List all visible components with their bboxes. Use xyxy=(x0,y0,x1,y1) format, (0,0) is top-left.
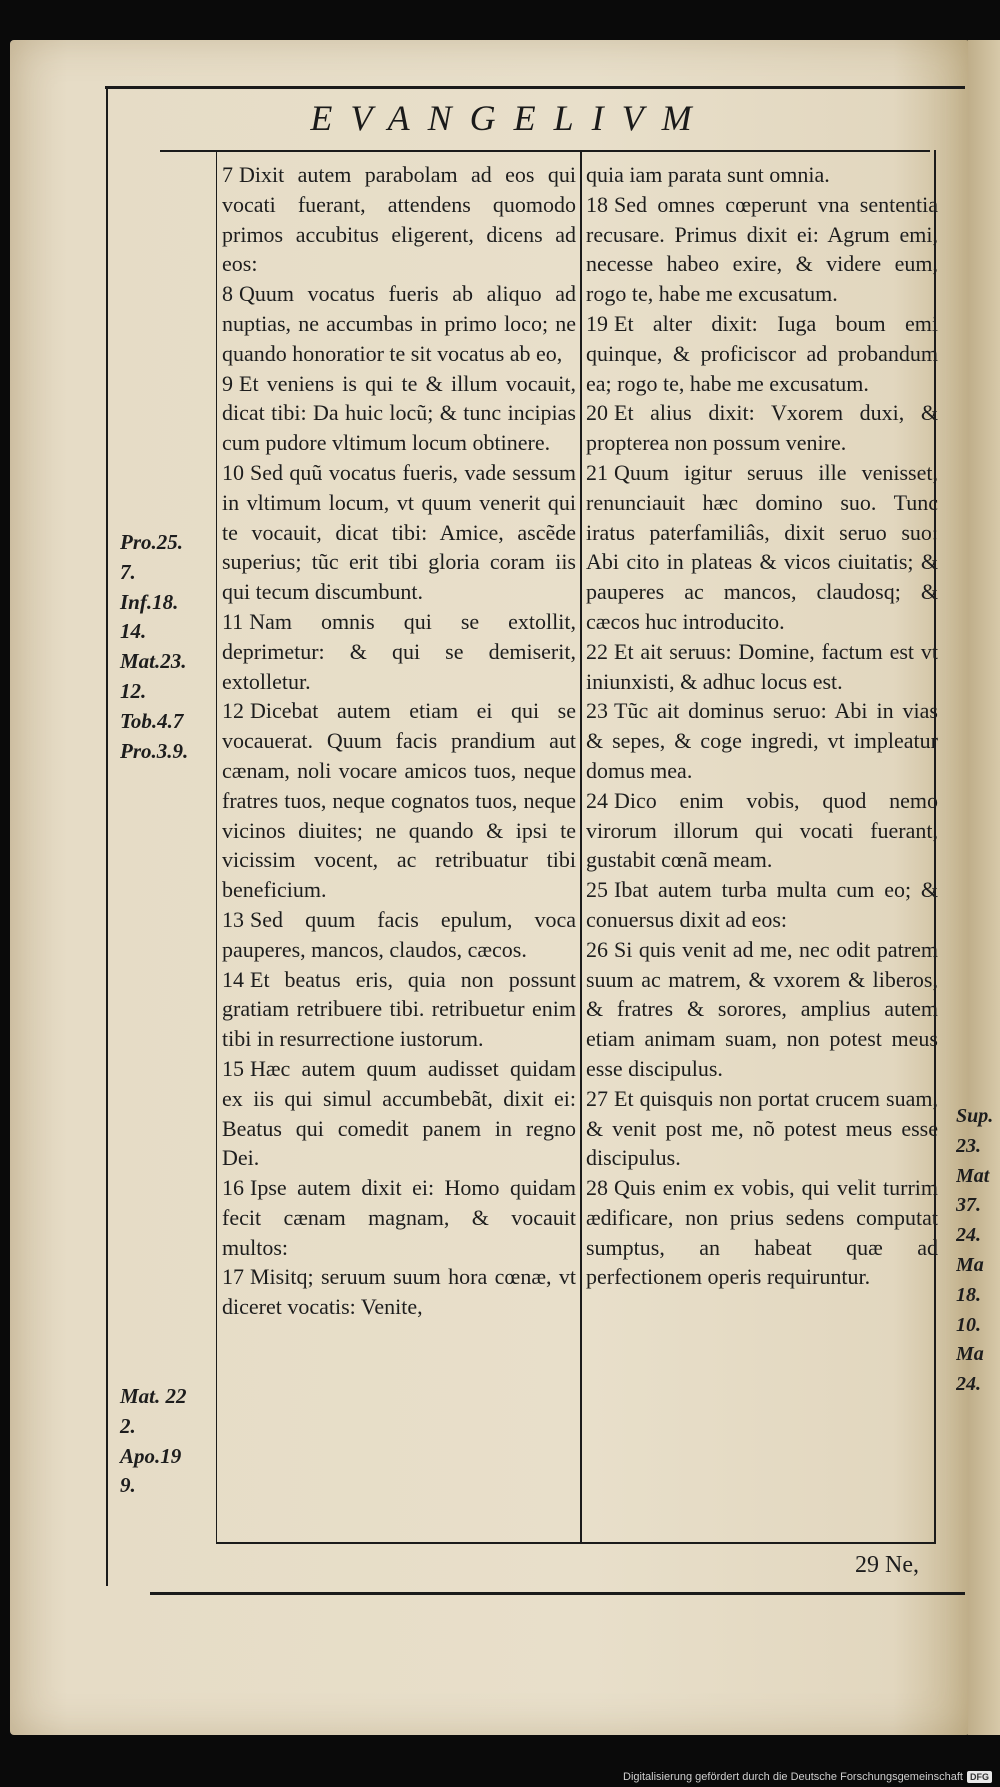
verse-text: quia iam parata sunt omnia. xyxy=(586,162,830,187)
margin-note: 9. xyxy=(120,1473,136,1498)
bottom-rule xyxy=(150,1592,965,1595)
verse-text: Hæc autem quum audisset quidam ex iis qui simul accumbebãt, dixit ei: Beatus qui comedit panem in regno Dei. xyxy=(222,1055,576,1171)
margin-note: 18. xyxy=(956,1283,981,1306)
margin-note: Ma xyxy=(956,1343,984,1366)
verse-text: Sed omnes cœperunt vna sententia recusare. Primus dixit ei: Agrum emi, necesse habeo exire, & videre eum, rogo te, habe me excusatum. xyxy=(586,191,938,307)
bottom-text-rule xyxy=(216,1542,936,1544)
right-column xyxy=(586,160,938,1292)
margin-note: Mat. 22 xyxy=(120,1384,187,1408)
verse-text: Et alter dixit: Iuga boum emi quinque, & proficiscor ad probandum ea; rogo te, habe me excusatum. xyxy=(586,310,938,396)
verse xyxy=(222,1262,576,1322)
verse xyxy=(222,458,576,607)
text-left-line xyxy=(216,152,217,1542)
verse xyxy=(586,398,938,458)
verse xyxy=(222,696,576,905)
verse xyxy=(586,637,938,697)
margin-note: Sup. xyxy=(956,1105,994,1127)
verse-number: 18 xyxy=(586,191,608,217)
margin-notes-right xyxy=(956,1102,996,1400)
verse xyxy=(586,1084,938,1173)
verse-number: 22 xyxy=(586,638,608,664)
verse-text: Misitq; seruum suum hora cœnæ, vt diceret vocatis: Venite, xyxy=(222,1264,576,1320)
verse-text: Et veniens is qui te & illum vocauit, dicat tibi: Da huic locũ; & tunc incipias cum pudore vltimum locum obtinere. xyxy=(222,370,576,456)
footer xyxy=(623,1771,992,1783)
verse xyxy=(586,875,938,935)
catchword: 29 Ne, xyxy=(855,1552,919,1578)
verse xyxy=(586,458,938,637)
margin-note: Pro.3.9. xyxy=(120,738,189,763)
margin-notes-left xyxy=(120,528,216,766)
verse xyxy=(586,160,938,190)
verse-text: Quum vocatus fueris ab aliquo ad nuptias, ne accumbas in primo loco; ne quando honoratior te sit vocatus ab eo, xyxy=(222,281,576,366)
verse-number: 23 xyxy=(586,698,608,724)
verse xyxy=(222,160,576,279)
verse-number: 7 xyxy=(222,162,233,187)
margin-note: 37. xyxy=(956,1194,981,1217)
header-rule xyxy=(160,150,930,152)
margin-note: 7. xyxy=(120,559,136,584)
verse-text: Et ait seruus: Domine, factum est vt iniunxisti, & adhuc locus est. xyxy=(586,638,938,694)
margin-note: Pro.25. xyxy=(120,530,183,554)
verse-number: 14 xyxy=(222,966,244,992)
margin-note: 10. xyxy=(956,1313,981,1336)
verse xyxy=(586,935,938,1084)
margin-note: Tob.4.7 xyxy=(120,708,184,733)
dfg-logo-icon: DFG xyxy=(967,1771,992,1783)
margin-note: 24. xyxy=(956,1224,981,1247)
column-divider xyxy=(580,152,582,1542)
footer-text: Digitalisierung gefördert durch die Deutsche Forschungsgemeinschaft xyxy=(623,1771,963,1783)
margin-note: Mat.23. xyxy=(120,649,187,674)
verse-number: 24 xyxy=(586,787,608,813)
verse xyxy=(586,190,938,309)
verse-text: Quum igitur seruus ille venisset, renunciauit hæc domino suo. Tunc iratus paterfamiliâs, dixit seruo suo: Abi cito in plateas & vicos ciuitatis; & pauperes ac mancos, claudosq; & cæcos huc introducito. xyxy=(586,459,938,634)
margin-note: Inf.18. xyxy=(120,589,179,614)
top-rule xyxy=(105,86,965,89)
verse-number: 17 xyxy=(222,1264,244,1290)
margin-note: Apo.19 xyxy=(120,1443,182,1468)
verse-text: Sed quum facis epulum, voca pauperes, mancos, claudos, cæcos. xyxy=(222,906,576,962)
verse-number: 16 xyxy=(222,1175,244,1201)
verse xyxy=(586,786,938,875)
verse-number: 27 xyxy=(586,1085,608,1111)
verse-number: 12 xyxy=(222,698,244,724)
verse xyxy=(586,1173,938,1292)
verse-text: Si quis venit ad me, nec odit patrem suum ac matrem, & vxorem & liberos, & fratres & sorores, amplius autem etiam animam suam, non potest meus esse discipulus. xyxy=(586,936,938,1081)
verse xyxy=(222,1054,576,1173)
verse-number: 26 xyxy=(586,936,608,962)
verse-number: 8 xyxy=(222,281,233,307)
verse xyxy=(222,1173,576,1262)
verse-text: Quis enim ex vobis, qui velit turrim ædificare, non prius sedens computat sumptus, an habeat quæ ad perfectionem operis requiruntur. xyxy=(586,1175,938,1290)
margin-note: 23. xyxy=(956,1134,981,1157)
verse-text: Et alius dixit: Vxorem duxi, & propterea non possum venire. xyxy=(586,400,938,456)
verse xyxy=(222,279,576,368)
margin-note: 24. xyxy=(956,1373,981,1396)
verse-number: 15 xyxy=(222,1055,244,1081)
margin-note: 14. xyxy=(120,619,147,644)
verse-text: Ipse autem dixit ei: Homo quidam fecit cænam magnam, & vocauit multos: xyxy=(222,1175,576,1260)
verse-number: 13 xyxy=(222,906,244,932)
verse-number: 10 xyxy=(222,459,244,485)
margin-notes-left-lower xyxy=(120,1382,216,1501)
verse-text: Tũc ait dominus seruo: Abi in vias & sepes, & coge ingredi, vt impleatur domus mea. xyxy=(586,698,938,783)
verse-text: Dixit autem parabolam ad eos qui vocati fuerant, attendens quomodo primos accubitus eligerent, dicens ad eos: xyxy=(222,162,576,277)
verse-text: Dicebat autem etiam ei qui se vocauerat. Quum facis prandium aut cænam, noli vocare amicos tuos, neque fratres tuos, neque cognatos tuos, neque vicinos diuites; ne quando & ipsi te vicissim vocent, ac retribuatur tibi beneficium. xyxy=(222,698,576,903)
verse-text: Dico enim vobis, quod nemo virorum illorum qui vocati fuerant, gustabit cœnã meam. xyxy=(586,787,938,873)
page-title: EVANGELIVM xyxy=(310,98,710,138)
margin-note: 12. xyxy=(120,678,147,703)
verse-number: 20 xyxy=(586,400,608,426)
margin-note: Ma xyxy=(956,1253,984,1276)
left-column xyxy=(222,160,576,1322)
verse-number: 9 xyxy=(222,370,233,396)
verse xyxy=(586,696,938,785)
verse-text: Et quisquis non portat crucem suam, & venit post me, nõ potest meus esse discipulus. xyxy=(586,1085,938,1171)
next-page-edge xyxy=(968,40,1000,1735)
verse xyxy=(222,965,576,1054)
margin-note: 2. xyxy=(120,1413,136,1438)
verse-number: 19 xyxy=(586,310,608,336)
verse-number: 28 xyxy=(586,1175,608,1201)
left-frame-line xyxy=(106,88,108,1586)
verse-number: 11 xyxy=(222,608,244,634)
verse xyxy=(586,309,938,398)
verse-text: Nam omnis qui se extollit, deprimetur: & qui se demiserit, extolletur. xyxy=(222,608,576,694)
margin-note: Mat xyxy=(956,1164,990,1187)
verse-number: 25 xyxy=(586,877,608,903)
verse-text: Ibat autem turba multa cum eo; & conuersus dixit ad eos: xyxy=(586,877,938,932)
verse-text: Et beatus eris, quia non possunt gratiam retribuere tibi. retribuetur enim tibi in resurrectione iustorum. xyxy=(222,966,576,1052)
verse xyxy=(222,369,576,458)
verse xyxy=(222,905,576,965)
verse xyxy=(222,607,576,696)
verse-number: 21 xyxy=(586,459,608,485)
verse-text: Sed quũ vocatus fueris, vade sessum in vltimum locum, vt quum venerit qui te vocauit, dicat tibi: Amice, ascẽde superius; tũc erit tibi gloria coram iis qui tecum discumbunt. xyxy=(222,459,576,605)
